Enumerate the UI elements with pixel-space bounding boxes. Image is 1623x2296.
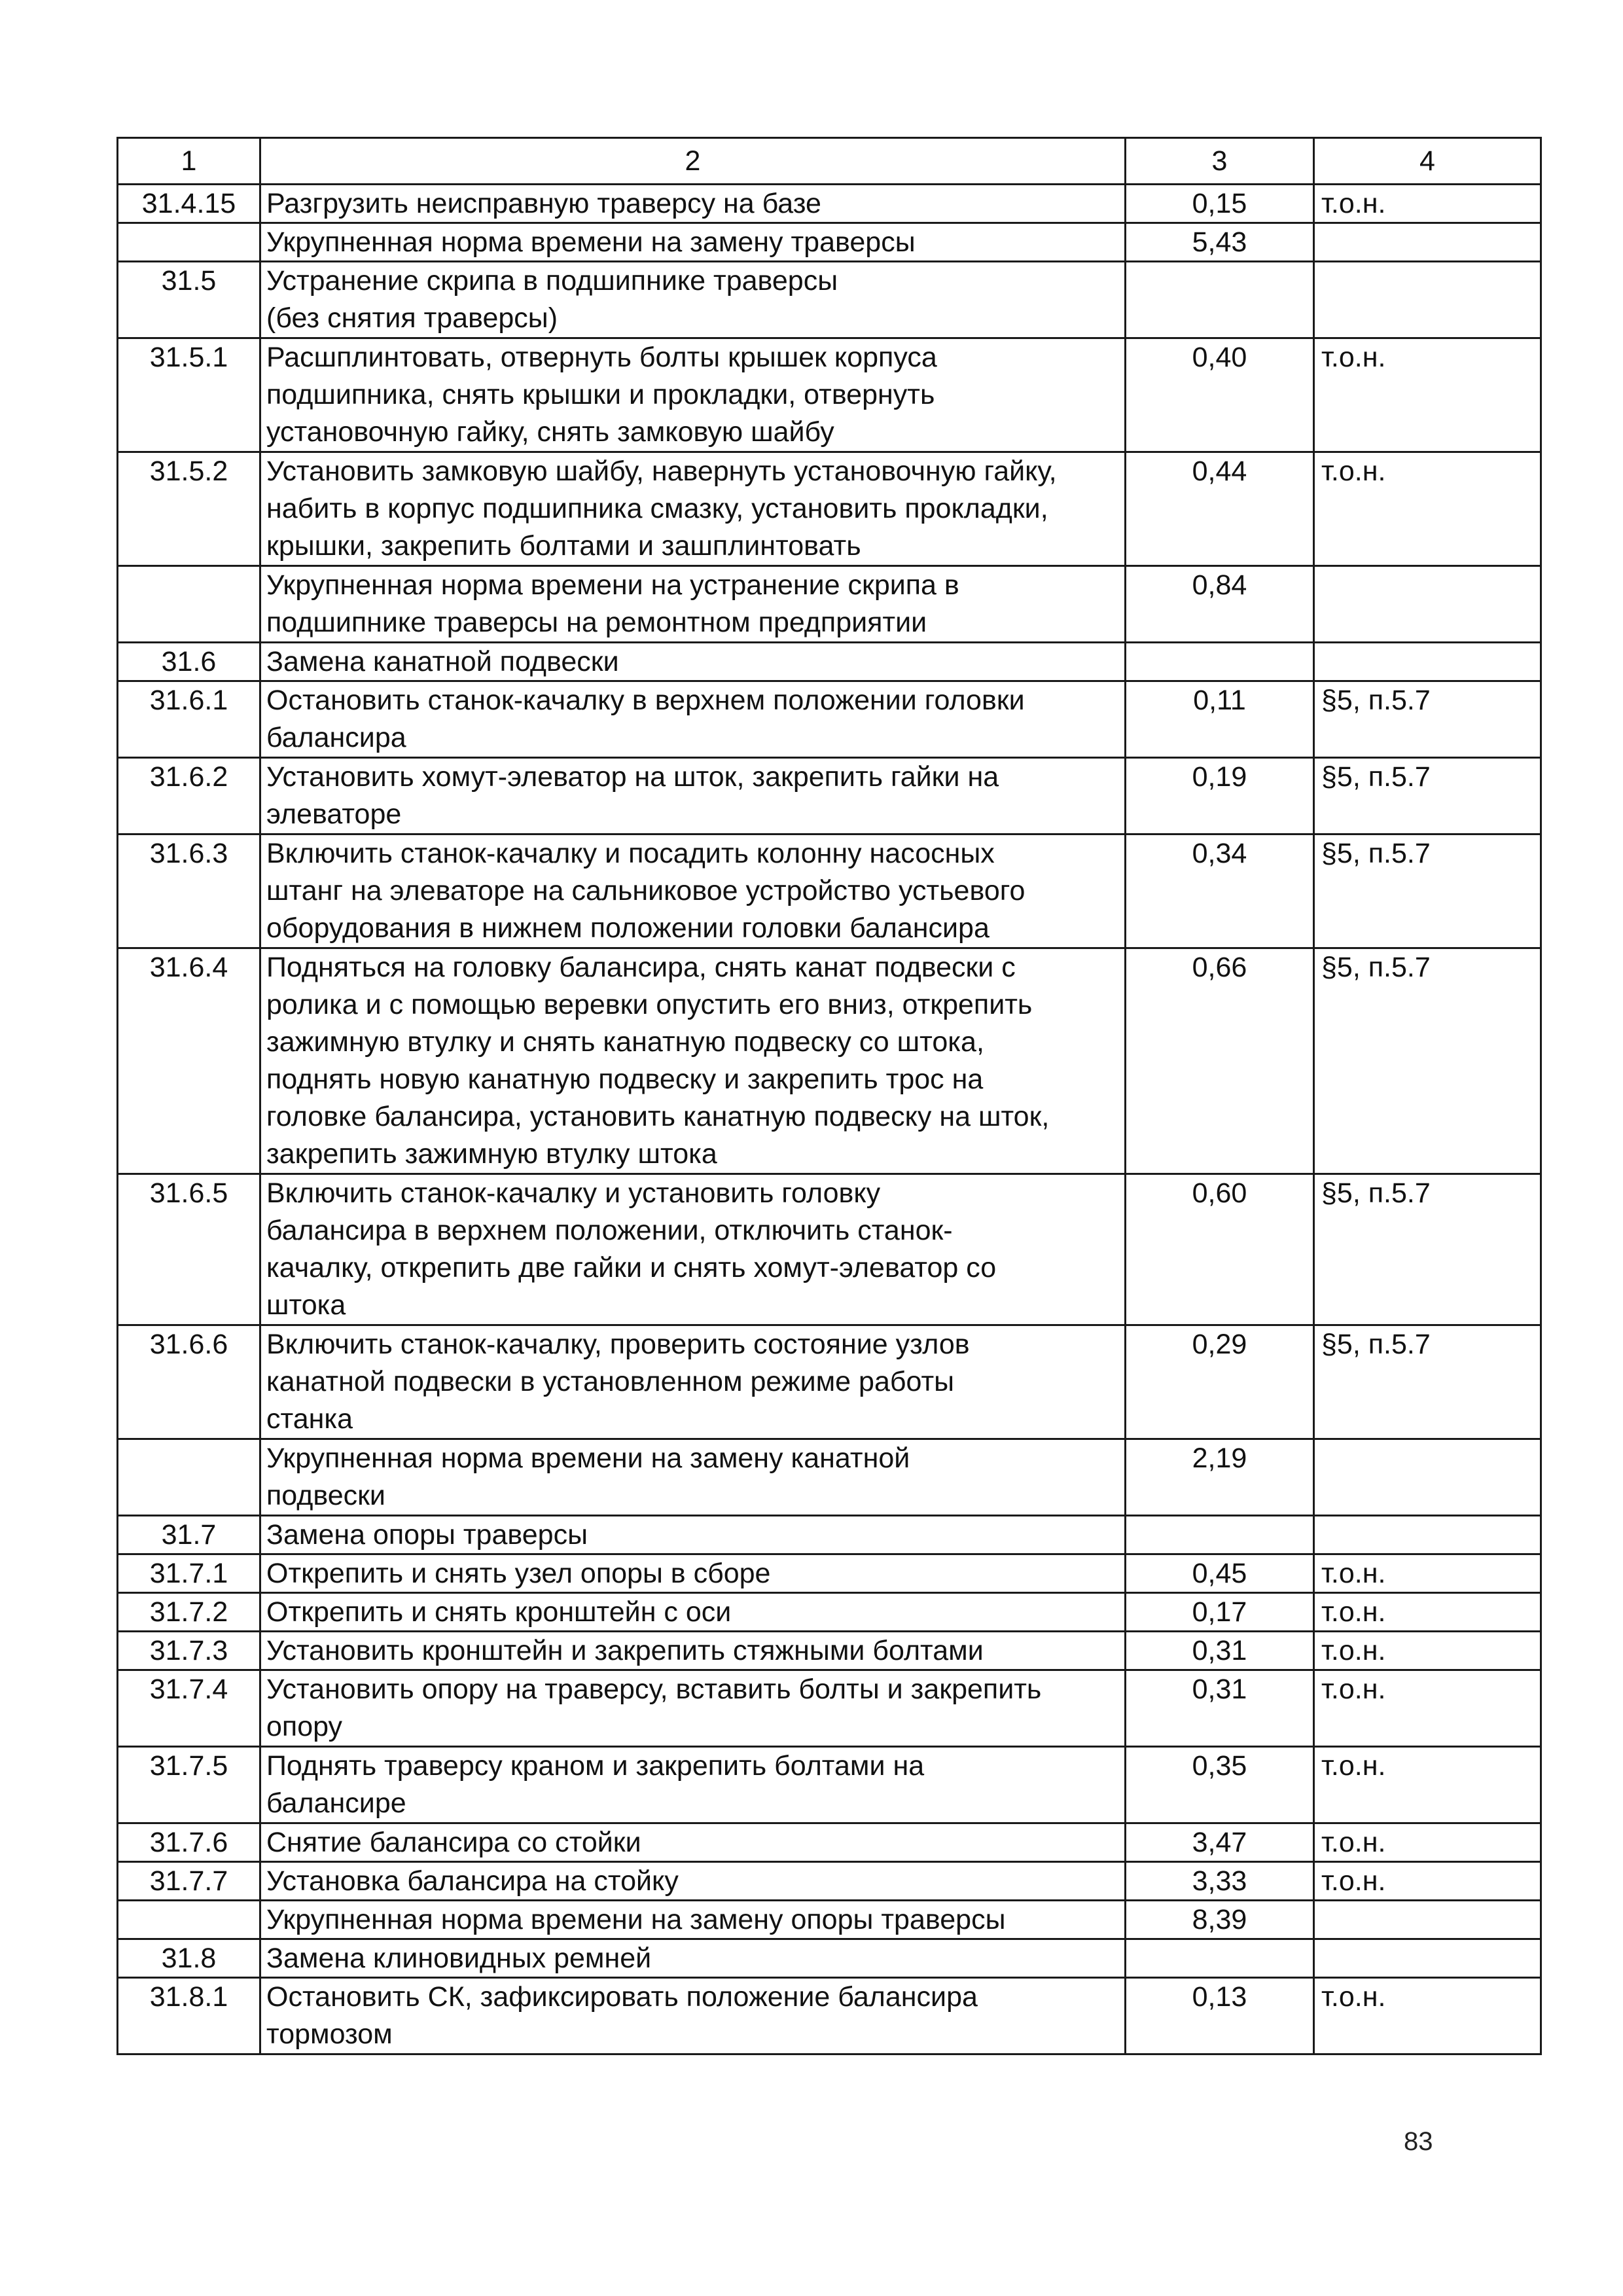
row-number: 31.8.1 — [118, 1978, 260, 2054]
table-row — [118, 681, 1541, 758]
row-norm-value: 8,39 — [1126, 1901, 1314, 1939]
row-description: Остановить станок-качалку в верхнем положении головки балансира — [260, 681, 1126, 758]
row-number: 31.7.5 — [118, 1747, 260, 1823]
row-reference: т.о.н. — [1314, 1862, 1541, 1901]
row-norm-value: 0,11 — [1126, 681, 1314, 758]
row-reference — [1314, 1901, 1541, 1939]
row-number: 31.5.1 — [118, 338, 260, 452]
row-norm-value: 0,45 — [1126, 1554, 1314, 1593]
table-row — [118, 1901, 1541, 1939]
row-reference: т.о.н. — [1314, 1632, 1541, 1670]
row-norm-value — [1126, 262, 1314, 338]
row-norm-value: 0,13 — [1126, 1978, 1314, 2054]
row-number: 31.5.2 — [118, 452, 260, 566]
table-row — [118, 566, 1541, 643]
table-row — [118, 1939, 1541, 1978]
table-row — [118, 1747, 1541, 1823]
row-norm-value: 0,35 — [1126, 1747, 1314, 1823]
header-col-3: 3 — [1126, 138, 1314, 185]
row-number: 31.6.1 — [118, 681, 260, 758]
row-description: Замена опоры траверсы — [260, 1516, 1126, 1554]
row-norm-value: 0,17 — [1126, 1593, 1314, 1632]
row-description: Подняться на головку балансира, снять канат подвески с ролика и с помощью веревки опустить его вниз, открепить зажимную втулку и снять канатную подвеску со штока, поднять новую канатную подвеску и закрепить трос на головке балансира, установить канатную подвеску на шток, закрепить зажимную втулку штока — [260, 948, 1126, 1174]
table-row — [118, 185, 1541, 223]
row-reference: §5, п.5.7 — [1314, 681, 1541, 758]
row-number — [118, 1439, 260, 1516]
row-reference: т.о.н. — [1314, 338, 1541, 452]
row-description: Разгрузить неисправную траверсу на базе — [260, 185, 1126, 223]
table-row — [118, 758, 1541, 834]
table-row — [118, 1325, 1541, 1439]
row-norm-value: 0,44 — [1126, 452, 1314, 566]
row-number — [118, 566, 260, 643]
row-reference — [1314, 1516, 1541, 1554]
table-row — [118, 223, 1541, 262]
table-header — [118, 138, 1541, 185]
row-number: 31.6.2 — [118, 758, 260, 834]
row-norm-value — [1126, 1939, 1314, 1978]
table-row — [118, 452, 1541, 566]
row-description: Замена клиновидных ремней — [260, 1939, 1126, 1978]
row-norm-value: 0,15 — [1126, 185, 1314, 223]
row-description: Установить кронштейн и закрепить стяжными болтами — [260, 1632, 1126, 1670]
row-norm-value: 0,19 — [1126, 758, 1314, 834]
row-number: 31.6.5 — [118, 1174, 260, 1325]
row-norm-value — [1126, 643, 1314, 681]
row-reference: §5, п.5.7 — [1314, 948, 1541, 1174]
table-row — [118, 948, 1541, 1174]
row-description: Открепить и снять кронштейн с оси — [260, 1593, 1126, 1632]
row-description: Укрупненная норма времени на замену канатной подвески — [260, 1439, 1126, 1516]
row-norm-value: 0,60 — [1126, 1174, 1314, 1325]
table-row — [118, 1593, 1541, 1632]
row-norm-value: 0,31 — [1126, 1670, 1314, 1747]
row-reference — [1314, 566, 1541, 643]
row-number: 31.6.6 — [118, 1325, 260, 1439]
table-row — [118, 1978, 1541, 2054]
row-reference: т.о.н. — [1314, 1670, 1541, 1747]
row-description: Укрупненная норма времени на устранение скрипа в подшипнике траверсы на ремонтном предприятии — [260, 566, 1126, 643]
row-number — [118, 1901, 260, 1939]
row-number: 31.6 — [118, 643, 260, 681]
row-reference: §5, п.5.7 — [1314, 758, 1541, 834]
row-number: 31.7.2 — [118, 1593, 260, 1632]
row-number: 31.5 — [118, 262, 260, 338]
row-description: Расшплинтовать, отвернуть болты крышек корпуса подшипника, снять крышки и прокладки, отвернуть установочную гайку, снять замковую шайбу — [260, 338, 1126, 452]
row-reference: т.о.н. — [1314, 1823, 1541, 1862]
table-row — [118, 1670, 1541, 1747]
row-reference — [1314, 262, 1541, 338]
norms-table — [116, 137, 1542, 2055]
row-norm-value: 3,33 — [1126, 1862, 1314, 1901]
row-number: 31.7.1 — [118, 1554, 260, 1593]
row-norm-value: 3,47 — [1126, 1823, 1314, 1862]
row-description: Укрупненная норма времени на замену траверсы — [260, 223, 1126, 262]
row-description: Включить станок-качалку и посадить колонну насосных штанг на элеваторе на сальниковое устройство устьевого оборудования в нижнем положении головки балансира — [260, 834, 1126, 948]
row-number: 31.8 — [118, 1939, 260, 1978]
row-number — [118, 223, 260, 262]
row-description: Открепить и снять узел опоры в сборе — [260, 1554, 1126, 1593]
row-description: Включить станок-качалку и установить головку балансира в верхнем положении, отключить станок- качалку, открепить две гайки и снять хомут-элеватор со штока — [260, 1174, 1126, 1325]
row-norm-value: 0,31 — [1126, 1632, 1314, 1670]
row-reference — [1314, 223, 1541, 262]
table-row — [118, 1823, 1541, 1862]
row-reference: т.о.н. — [1314, 1593, 1541, 1632]
row-number: 31.4.15 — [118, 185, 260, 223]
table-row — [118, 1632, 1541, 1670]
row-description: Включить станок-качалку, проверить состояние узлов канатной подвески в установленном режиме работы станка — [260, 1325, 1126, 1439]
row-reference: §5, п.5.7 — [1314, 834, 1541, 948]
table-row — [118, 262, 1541, 338]
table-row — [118, 1554, 1541, 1593]
table-body — [118, 185, 1541, 2054]
row-reference: т.о.н. — [1314, 185, 1541, 223]
row-reference: т.о.н. — [1314, 1554, 1541, 1593]
row-norm-value: 0,29 — [1126, 1325, 1314, 1439]
row-number: 31.6.4 — [118, 948, 260, 1174]
row-description: Устранение скрипа в подшипнике траверсы (без снятия траверсы) — [260, 262, 1126, 338]
row-number: 31.7 — [118, 1516, 260, 1554]
row-description: Укрупненная норма времени на замену опоры траверсы — [260, 1901, 1126, 1939]
header-col-4: 4 — [1314, 138, 1541, 185]
row-description: Установить замковую шайбу, навернуть установочную гайку, набить в корпус подшипника смазку, установить прокладки, крышки, закрепить болтами и зашплинтовать — [260, 452, 1126, 566]
row-norm-value: 0,84 — [1126, 566, 1314, 643]
row-number: 31.7.6 — [118, 1823, 260, 1862]
row-norm-value: 0,66 — [1126, 948, 1314, 1174]
row-description: Поднять траверсу краном и закрепить болтами на балансире — [260, 1747, 1126, 1823]
table-row — [118, 1439, 1541, 1516]
row-reference — [1314, 643, 1541, 681]
row-description: Установка балансира на стойку — [260, 1862, 1126, 1901]
table-row — [118, 338, 1541, 452]
table-row — [118, 1862, 1541, 1901]
row-description: Остановить СК, зафиксировать положение балансира тормозом — [260, 1978, 1126, 2054]
page-number: 83 — [1404, 2127, 1433, 2156]
row-norm-value: 5,43 — [1126, 223, 1314, 262]
row-number: 31.7.7 — [118, 1862, 260, 1901]
row-description: Снятие балансира со стойки — [260, 1823, 1126, 1862]
table-row — [118, 1174, 1541, 1325]
row-norm-value: 0,40 — [1126, 338, 1314, 452]
row-reference: §5, п.5.7 — [1314, 1174, 1541, 1325]
table-row — [118, 643, 1541, 681]
row-reference: §5, п.5.7 — [1314, 1325, 1541, 1439]
row-description: Замена канатной подвески — [260, 643, 1126, 681]
row-reference: т.о.н. — [1314, 452, 1541, 566]
row-description: Установить опору на траверсу, вставить болты и закрепить опору — [260, 1670, 1126, 1747]
row-number: 31.7.3 — [118, 1632, 260, 1670]
row-number: 31.7.4 — [118, 1670, 260, 1747]
row-number: 31.6.3 — [118, 834, 260, 948]
header-col-1: 1 — [118, 138, 260, 185]
row-norm-value: 0,34 — [1126, 834, 1314, 948]
table-row — [118, 834, 1541, 948]
row-reference: т.о.н. — [1314, 1978, 1541, 2054]
row-reference — [1314, 1939, 1541, 1978]
row-norm-value: 2,19 — [1126, 1439, 1314, 1516]
row-reference — [1314, 1439, 1541, 1516]
row-description: Установить хомут-элеватор на шток, закрепить гайки на элеваторе — [260, 758, 1126, 834]
row-reference: т.о.н. — [1314, 1747, 1541, 1823]
header-col-2: 2 — [260, 138, 1126, 185]
row-norm-value — [1126, 1516, 1314, 1554]
table-row — [118, 1516, 1541, 1554]
